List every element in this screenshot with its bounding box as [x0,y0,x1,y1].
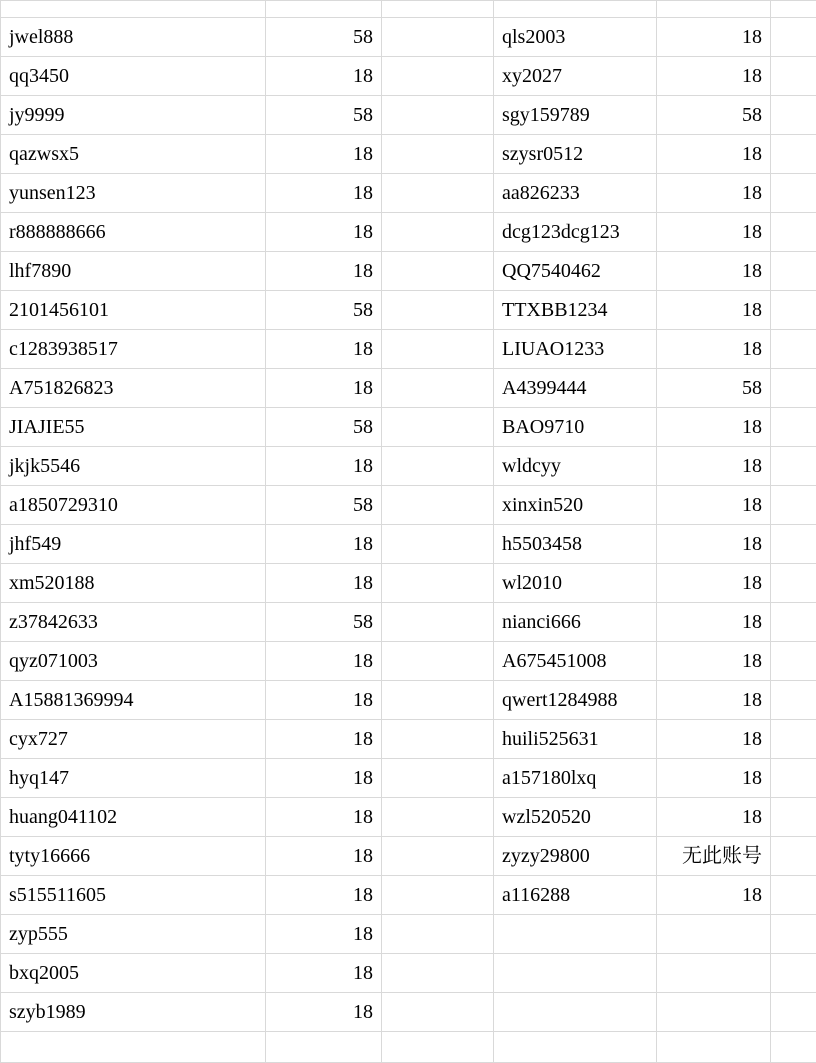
cell-name-right[interactable]: xy2027 [494,57,657,96]
cell-name-left[interactable]: lhf7890 [1,252,266,291]
table-body [1,1,816,1063]
cell-value-left[interactable]: 18 [266,681,382,720]
cell-name-left[interactable]: qq3450 [1,57,266,96]
cell-value-left[interactable] [266,1,382,18]
cell-spacer[interactable] [382,915,494,954]
cell-name-left[interactable] [1,1,266,18]
cell-name-left[interactable]: JIAJIE55 [1,408,266,447]
cell-name-left[interactable]: A751826823 [1,369,266,408]
cell-name-right[interactable]: LIUAO1233 [494,330,657,369]
cell-name-right[interactable]: QQ7540462 [494,252,657,291]
cell-tail[interactable] [771,447,816,486]
cell-name-right[interactable]: TTXBB1234 [494,291,657,330]
cell-tail[interactable] [771,798,816,837]
cell-tail[interactable] [771,681,816,720]
cell-value-right[interactable]: 18 [657,564,771,603]
cell-value-left[interactable]: 58 [266,603,382,642]
cell-name-left[interactable]: s515511605 [1,876,266,915]
cell-value-right[interactable]: 18 [657,642,771,681]
cell-name-right[interactable]: qwert1284988 [494,681,657,720]
cell-value-left[interactable]: 18 [266,57,382,96]
cell-spacer[interactable] [382,135,494,174]
cell-name-left[interactable]: jhf549 [1,525,266,564]
table-row[interactable] [1,252,816,291]
cell-value-left[interactable]: 18 [266,213,382,252]
cell-tail[interactable] [771,876,816,915]
cell-tail[interactable] [771,603,816,642]
cell-name-right[interactable]: wzl520520 [494,798,657,837]
cell-name-right[interactable]: xinxin520 [494,486,657,525]
table-row[interactable] [1,18,816,57]
table-row[interactable] [1,954,816,993]
cell-tail[interactable] [771,954,816,993]
cell-name-right[interactable]: a157180lxq [494,759,657,798]
cell-value-left[interactable]: 58 [266,408,382,447]
cell-name-left[interactable]: 2101456101 [1,291,266,330]
cell-spacer[interactable] [382,603,494,642]
cell-spacer[interactable] [382,447,494,486]
cell-spacer[interactable] [382,291,494,330]
cell-spacer[interactable] [382,798,494,837]
cell-value-left[interactable]: 18 [266,798,382,837]
cell-value-right[interactable]: 18 [657,759,771,798]
cell-name-left[interactable]: jy9999 [1,96,266,135]
cell-tail[interactable] [771,915,816,954]
cell-value-left[interactable]: 18 [266,720,382,759]
cell-name-left[interactable]: szyb1989 [1,993,266,1032]
cell-tail[interactable] [771,369,816,408]
cell-name-right[interactable]: qls2003 [494,18,657,57]
cell-value-right[interactable]: 18 [657,252,771,291]
cell-value-right[interactable]: 18 [657,291,771,330]
cell-name-right[interactable]: h5503458 [494,525,657,564]
table-row[interactable] [1,681,816,720]
cell-tail[interactable] [771,486,816,525]
cell-name-left[interactable]: hyq147 [1,759,266,798]
cell-spacer[interactable] [382,954,494,993]
cell-spacer[interactable] [382,1032,494,1063]
table-row[interactable] [1,603,816,642]
table-row[interactable] [1,330,816,369]
table-row[interactable] [1,525,816,564]
table-row[interactable] [1,564,816,603]
table-row[interactable] [1,57,816,96]
cell-tail[interactable] [771,837,816,876]
cell-tail[interactable] [771,1032,816,1063]
cell-name-right[interactable] [494,915,657,954]
cell-value-right-note[interactable]: 无此账号 [657,837,771,876]
cell-spacer[interactable] [382,1,494,18]
cell-tail[interactable] [771,564,816,603]
cell-name-right[interactable]: wldcyy [494,447,657,486]
cell-value-right[interactable]: 18 [657,876,771,915]
cell-name-left[interactable]: zyp555 [1,915,266,954]
cell-value-left[interactable]: 18 [266,954,382,993]
cell-value-right[interactable]: 18 [657,447,771,486]
cell-name-left[interactable]: xm520188 [1,564,266,603]
cell-spacer[interactable] [382,174,494,213]
cell-value-left[interactable]: 18 [266,564,382,603]
cell-value-right[interactable]: 18 [657,525,771,564]
cell-tail[interactable] [771,213,816,252]
cell-spacer[interactable] [382,642,494,681]
table-row[interactable] [1,876,816,915]
cell-value-right[interactable]: 58 [657,369,771,408]
cell-value-left[interactable]: 18 [266,330,382,369]
cell-name-left[interactable]: z37842633 [1,603,266,642]
cell-value-right[interactable]: 18 [657,330,771,369]
cell-tail[interactable] [771,174,816,213]
cell-value-right[interactable]: 18 [657,174,771,213]
cell-tail[interactable] [771,330,816,369]
table-row[interactable] [1,447,816,486]
cell-spacer[interactable] [382,564,494,603]
cell-tail[interactable] [771,135,816,174]
cell-name-left[interactable]: yunsen123 [1,174,266,213]
cell-value-left[interactable]: 18 [266,252,382,291]
cell-name-left[interactable]: bxq2005 [1,954,266,993]
table-row[interactable] [1,369,816,408]
cell-name-left[interactable]: qazwsx5 [1,135,266,174]
cell-name-left[interactable]: a1850729310 [1,486,266,525]
cell-spacer[interactable] [382,837,494,876]
table-row[interactable] [1,759,816,798]
cell-name-left[interactable]: c1283938517 [1,330,266,369]
cell-name-left[interactable]: jkjk5546 [1,447,266,486]
cell-value-left[interactable]: 18 [266,447,382,486]
cell-value-left[interactable]: 18 [266,135,382,174]
cell-name-left[interactable]: cyx727 [1,720,266,759]
cell-value-right[interactable]: 18 [657,720,771,759]
cell-name-right[interactable]: nianci666 [494,603,657,642]
cell-spacer[interactable] [382,681,494,720]
cell-name-left[interactable]: r888888666 [1,213,266,252]
cell-name-left[interactable]: jwel888 [1,18,266,57]
cell-name-left[interactable]: qyz071003 [1,642,266,681]
cell-name-right[interactable] [494,954,657,993]
cell-value-right[interactable] [657,1032,771,1063]
cell-value-left[interactable]: 18 [266,759,382,798]
cell-value-right[interactable] [657,1,771,18]
cell-value-right[interactable]: 18 [657,213,771,252]
cell-value-right[interactable]: 18 [657,603,771,642]
cell-value-left[interactable]: 18 [266,993,382,1032]
table-row-empty[interactable] [1,1032,816,1063]
table-row[interactable] [1,837,816,876]
cell-name-right[interactable]: huili525631 [494,720,657,759]
cell-spacer[interactable] [382,57,494,96]
cell-value-right[interactable]: 18 [657,798,771,837]
cell-value-left[interactable]: 58 [266,291,382,330]
cell-spacer[interactable] [382,252,494,291]
cell-value-left[interactable]: 58 [266,96,382,135]
cell-tail[interactable] [771,96,816,135]
cell-value-left[interactable]: 18 [266,837,382,876]
cell-tail[interactable] [771,759,816,798]
cell-value-right[interactable]: 18 [657,18,771,57]
cell-name-right[interactable]: aa826233 [494,174,657,213]
cell-spacer[interactable] [382,759,494,798]
cell-tail[interactable] [771,252,816,291]
cell-value-left[interactable]: 18 [266,876,382,915]
cell-value-left[interactable]: 18 [266,642,382,681]
cell-value-right[interactable] [657,915,771,954]
table-row[interactable] [1,135,816,174]
cell-spacer[interactable] [382,330,494,369]
table-row[interactable] [1,408,816,447]
cell-name-right[interactable]: dcg123dcg123 [494,213,657,252]
cell-value-left[interactable]: 18 [266,369,382,408]
cell-spacer[interactable] [382,213,494,252]
cell-name-right[interactable] [494,1032,657,1063]
cell-value-right[interactable]: 18 [657,408,771,447]
table-row[interactable] [1,291,816,330]
cell-value-left[interactable] [266,1032,382,1063]
cell-value-right[interactable]: 58 [657,96,771,135]
cell-name-left[interactable]: tyty16666 [1,837,266,876]
cell-name-right[interactable]: zyzy29800 [494,837,657,876]
cell-spacer[interactable] [382,369,494,408]
cell-tail[interactable] [771,57,816,96]
cell-spacer[interactable] [382,525,494,564]
cell-name-right[interactable]: a116288 [494,876,657,915]
cell-name-right[interactable]: BAO9710 [494,408,657,447]
table-row[interactable] [1,213,816,252]
table-row[interactable] [1,96,816,135]
cell-spacer[interactable] [382,486,494,525]
cell-name-right[interactable]: A675451008 [494,642,657,681]
cell-value-left[interactable]: 18 [266,174,382,213]
cell-spacer[interactable] [382,96,494,135]
cell-tail[interactable] [771,408,816,447]
cell-name-left[interactable]: A15881369994 [1,681,266,720]
table-row[interactable] [1,720,816,759]
table-row[interactable] [1,915,816,954]
cell-value-right[interactable]: 18 [657,486,771,525]
table-row[interactable] [1,174,816,213]
cell-value-left[interactable]: 58 [266,18,382,57]
cell-value-right[interactable]: 18 [657,57,771,96]
cell-name-right[interactable]: sgy159789 [494,96,657,135]
cell-tail[interactable] [771,291,816,330]
cell-value-right[interactable] [657,954,771,993]
table-row[interactable] [1,798,816,837]
cell-tail[interactable] [771,720,816,759]
cell-spacer[interactable] [382,876,494,915]
cell-value-left[interactable]: 18 [266,525,382,564]
cell-value-left[interactable]: 18 [266,915,382,954]
cell-spacer[interactable] [382,720,494,759]
cell-name-right[interactable] [494,1,657,18]
cell-name-left[interactable]: huang041102 [1,798,266,837]
cell-name-right[interactable]: szysr0512 [494,135,657,174]
cell-tail[interactable] [771,642,816,681]
cell-tail[interactable] [771,18,816,57]
cell-value-left[interactable]: 58 [266,486,382,525]
cell-name-right[interactable]: wl2010 [494,564,657,603]
cell-spacer[interactable] [382,18,494,57]
table-row-partial-top[interactable] [1,1,816,18]
cell-name-left[interactable] [1,1032,266,1063]
cell-value-right[interactable]: 18 [657,681,771,720]
cell-tail[interactable] [771,1,816,18]
cell-spacer[interactable] [382,408,494,447]
cell-tail[interactable] [771,525,816,564]
cell-value-right[interactable]: 18 [657,135,771,174]
table-row[interactable] [1,486,816,525]
cell-name-right[interactable]: A4399444 [494,369,657,408]
table-row[interactable] [1,642,816,681]
